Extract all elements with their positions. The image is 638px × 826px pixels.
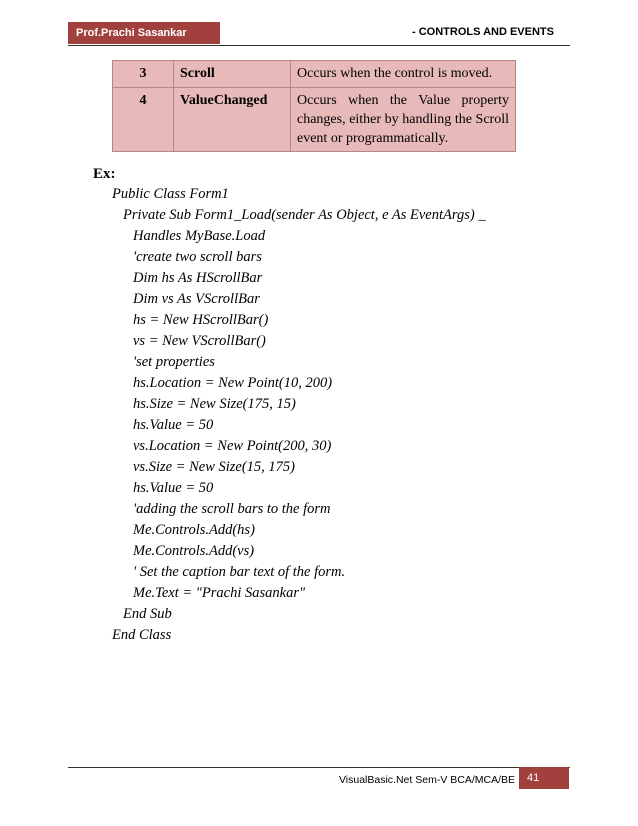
code-line: hs.Value = 50	[133, 417, 214, 433]
code-line: ' Set the caption bar text of the form.	[133, 564, 346, 580]
code-line: vs = New VScrollBar()	[133, 333, 266, 349]
footer-divider	[68, 767, 570, 768]
table-cell-event: ValueChanged	[174, 88, 291, 152]
code-line: hs.Location = New Point(10, 200)	[133, 375, 333, 391]
events-table	[112, 60, 516, 152]
table-cell-description: Occurs when the control is moved.	[291, 61, 516, 88]
code-line: hs.Value = 50	[133, 480, 214, 496]
code-line: Private Sub Form1_Load(sender As Object, e As EventArgs) _	[123, 207, 486, 223]
code-line: Handles MyBase.Load	[133, 228, 266, 244]
code-line: hs = New HScrollBar()	[133, 312, 269, 328]
code-line: Dim vs As VScrollBar	[133, 291, 260, 307]
table-cell-number: 3	[113, 61, 174, 88]
footer-course: VisualBasic.Net Sem-V BCA/MCA/BE	[338, 774, 515, 786]
table-cell-description: Occurs when the Value property changes, either by handling the Scroll event or programmatically.	[291, 88, 516, 152]
header-author: Prof.Prachi Sasankar	[68, 22, 220, 44]
code-line: 'create two scroll bars	[133, 249, 262, 265]
table-cell-event: Scroll	[174, 61, 291, 88]
page-number: 41	[519, 767, 569, 789]
code-line: End Sub	[123, 606, 172, 622]
code-line: 'set properties	[133, 354, 215, 370]
code-line: Public Class Form1	[112, 186, 229, 202]
code-listing	[0, 184, 486, 646]
code-line: vs.Size = New Size(15, 175)	[133, 459, 296, 475]
code-line: vs.Location = New Point(200, 30)	[133, 438, 332, 454]
code-line: Me.Controls.Add(hs)	[133, 522, 255, 538]
header-divider	[68, 45, 570, 46]
header-title: - CONTROLS AND EVENTS	[412, 26, 554, 38]
code-line: Me.Controls.Add(vs)	[133, 543, 255, 559]
code-line: Me.Text = "Prachi Sasankar"	[133, 585, 306, 601]
code-line: Dim hs As HScrollBar	[133, 270, 263, 286]
table-cell-number: 4	[113, 88, 174, 152]
code-line: End Class	[112, 627, 172, 643]
code-line: 'adding the scroll bars to the form	[133, 501, 331, 517]
code-line: hs.Size = New Size(175, 15)	[133, 396, 296, 412]
example-label: Ex:	[93, 166, 116, 182]
table-row	[113, 88, 516, 152]
table-row	[113, 61, 516, 88]
